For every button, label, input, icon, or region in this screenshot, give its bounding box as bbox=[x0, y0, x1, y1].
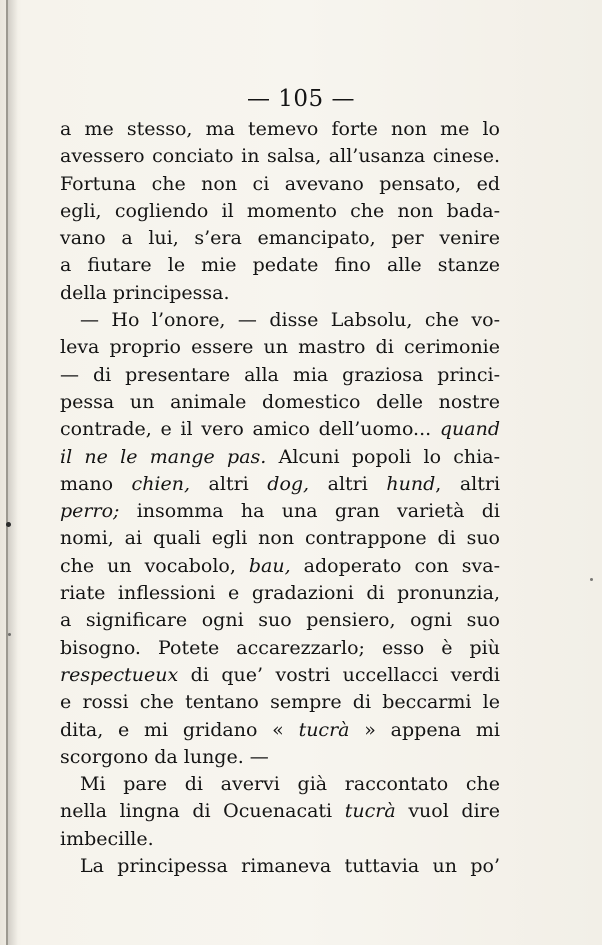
text-line bbox=[60, 553, 500, 580]
page-binding-shadow bbox=[8, 0, 18, 945]
text-segment: pessa un animale domestico delle nostre bbox=[60, 390, 500, 413]
text-segment: vuol dire bbox=[395, 800, 501, 823]
text-line bbox=[60, 143, 500, 170]
text-line bbox=[60, 307, 500, 334]
text-segment: — di presentare alla mia graziosa princi- bbox=[60, 363, 500, 386]
italic-text-segment: chien, bbox=[131, 472, 191, 495]
italic-text-segment: dog, bbox=[267, 472, 310, 495]
text-segment: mano bbox=[60, 472, 132, 495]
text-segment: a fiutare le mie pedate fino alle stanze bbox=[60, 254, 500, 277]
text-line bbox=[60, 853, 500, 880]
text-line bbox=[60, 252, 500, 279]
text-segment: , altri bbox=[435, 472, 501, 495]
text-segment: adoperato con sva- bbox=[290, 554, 500, 577]
ink-speck bbox=[6, 522, 11, 527]
text-line bbox=[60, 416, 500, 443]
text-segment: altri bbox=[190, 472, 268, 495]
text-line bbox=[60, 689, 500, 716]
text-line bbox=[60, 662, 500, 689]
text-segment: — Ho l’onore, — disse Labsolu, che vo- bbox=[80, 309, 500, 332]
italic-text-segment: perro; bbox=[60, 500, 120, 523]
text-segment: di que’ vostri uccellacci verdi bbox=[178, 663, 500, 686]
ink-speck bbox=[590, 578, 593, 581]
italic-text-segment: hund bbox=[386, 472, 436, 495]
text-segment: altri bbox=[309, 472, 387, 495]
text-line bbox=[60, 826, 500, 853]
text-segment: leva proprio essere un mastro di cerimonie bbox=[60, 336, 500, 359]
text-segment: insomma ha una gran varietà di bbox=[119, 500, 500, 523]
text-line bbox=[60, 525, 500, 552]
text-segment: » appena mi bbox=[349, 718, 500, 741]
text-line bbox=[60, 444, 500, 471]
body-text bbox=[60, 116, 500, 880]
text-segment: che un vocabolo, bbox=[60, 554, 249, 577]
italic-text-segment: il ne le mange pas. bbox=[60, 445, 267, 468]
text-segment: imbecille. bbox=[60, 827, 154, 850]
text-segment: bisogno. Potete accarezzarlo; esso è più bbox=[60, 636, 500, 659]
text-segment: Fortuna che non ci avevano pensato, ed bbox=[60, 172, 500, 195]
italic-text-segment: tucrà bbox=[298, 718, 350, 741]
text-line bbox=[60, 198, 500, 225]
text-line bbox=[60, 744, 500, 771]
text-segment: a significare ogni suo pensiero, ogni suo bbox=[60, 609, 500, 632]
text-segment: riate inflessioni e gradazioni di pronunzia, bbox=[60, 582, 500, 605]
italic-text-segment: respectueux bbox=[60, 663, 179, 686]
text-line bbox=[60, 334, 500, 361]
text-line bbox=[60, 225, 500, 252]
text-line bbox=[60, 580, 500, 607]
text-line bbox=[60, 717, 500, 744]
text-segment: e rossi che tentano sempre di beccarmi le bbox=[60, 691, 500, 714]
text-line bbox=[60, 607, 500, 634]
italic-text-segment: bau, bbox=[248, 554, 291, 577]
text-line bbox=[60, 498, 500, 525]
text-segment: nomi, ai quali egli non contrappone di suo bbox=[60, 527, 500, 550]
text-line bbox=[60, 471, 500, 498]
text-segment: La principessa rimaneva tuttavia un po’ bbox=[80, 855, 500, 878]
text-line bbox=[60, 389, 500, 416]
text-line bbox=[60, 116, 500, 143]
text-line bbox=[60, 362, 500, 389]
text-segment: egli, cogliendo il momento che non bada- bbox=[60, 199, 500, 222]
text-segment: a me stesso, ma temevo forte non me lo bbox=[60, 118, 500, 140]
text-line bbox=[60, 635, 500, 662]
text-segment: scorgono da lunge. — bbox=[60, 745, 269, 768]
text-segment: della principessa. bbox=[60, 281, 230, 304]
text-segment: contrade, e il vero amico dell’uomo... bbox=[60, 418, 440, 441]
page-number: — 105 — bbox=[246, 86, 356, 112]
text-segment: Mi pare di avervi già raccontato che bbox=[80, 773, 500, 796]
italic-text-segment: quand bbox=[439, 418, 500, 441]
text-line bbox=[60, 171, 500, 198]
text-segment: dita, e mi gridano « bbox=[60, 718, 299, 741]
italic-text-segment: tucrà bbox=[344, 800, 396, 823]
text-line bbox=[60, 280, 500, 307]
text-line bbox=[60, 771, 500, 798]
text-segment: nella lingna di Ocuenacati bbox=[60, 800, 345, 823]
ink-speck bbox=[8, 633, 11, 636]
text-segment: Alcuni popoli lo chia- bbox=[266, 445, 500, 468]
text-segment: vano a lui, s’era emancipato, per venire bbox=[60, 227, 500, 250]
text-segment: avessero conciato in salsa, all’usanza cinese. bbox=[60, 145, 500, 168]
text-line bbox=[60, 798, 500, 825]
